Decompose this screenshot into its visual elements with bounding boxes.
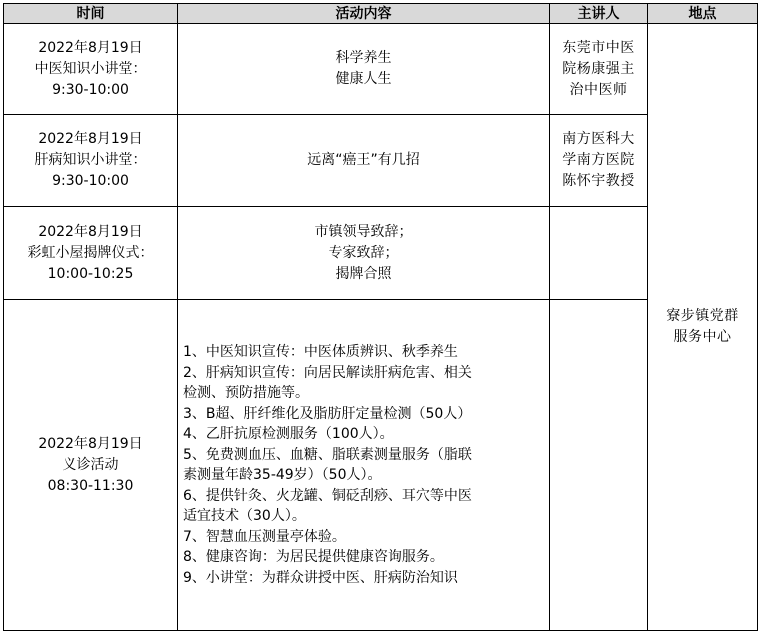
list-item: 9、小讲堂：为群众讲授中医、肝病防治知识 xyxy=(183,569,458,586)
speaker-cell xyxy=(550,115,648,207)
table-row xyxy=(4,24,758,115)
header-content: 活动内容 xyxy=(178,4,550,24)
time-date: 2022年8月19日 xyxy=(38,39,143,56)
speaker-line: 学南方医院 xyxy=(562,152,635,168)
content-line: 远离“癌王”有几招 xyxy=(307,152,420,168)
content-list-cell xyxy=(178,300,550,631)
list-item: 2、肝病知识宣传：向居民解读肝病危害、相关 xyxy=(183,364,472,381)
header-location: 地点 xyxy=(648,4,758,24)
time-event: 中医知识小讲堂： xyxy=(34,60,147,77)
content-line: 市镇领导致辞； xyxy=(314,223,413,240)
time-event: 彩虹小屋揭牌仪式： xyxy=(27,244,154,261)
list-item: 3、B超、肝纤维化及脂肪肝定量检测（50人） xyxy=(183,405,472,422)
speaker-line: 东莞市中医 xyxy=(562,39,635,56)
speaker-cell-empty xyxy=(550,300,648,631)
speaker-line: 院杨康强主 xyxy=(562,60,635,77)
time-range: 08:30-11:30 xyxy=(47,477,134,494)
time-date: 2022年8月19日 xyxy=(38,223,143,240)
header-speaker: 主讲人 xyxy=(550,4,648,24)
content-cell xyxy=(178,115,550,207)
table-row xyxy=(4,115,758,207)
header-row xyxy=(4,4,758,24)
list-item: 5、免费测血压、血糖、脂联素测量服务（脂联 xyxy=(183,446,472,463)
time-range: 9:30-10:00 xyxy=(52,81,129,98)
speaker-line: 南方医科大 xyxy=(562,131,635,147)
list-item: 适宜技术（30人）。 xyxy=(183,508,306,524)
list-item: 7、智慧血压测量亭体验。 xyxy=(183,528,346,545)
list-item: 4、乙肝抗原检测服务（100人）。 xyxy=(183,426,394,442)
list-item: 6、提供针灸、火龙罐、铜砭刮痧、耳穴等中医 xyxy=(183,487,472,504)
time-cell xyxy=(4,24,178,115)
content-line: 专家致辞； xyxy=(328,244,399,261)
time-cell xyxy=(4,207,178,300)
content-line: 揭牌合照 xyxy=(335,265,392,282)
content-cell xyxy=(178,24,550,115)
list-item: 8、健康咨询：为居民提供健康咨询服务。 xyxy=(183,549,444,565)
speaker-line: 陈怀宇教授 xyxy=(562,173,635,189)
time-event: 义诊活动 xyxy=(62,456,119,473)
activity-schedule-table xyxy=(3,3,758,631)
speaker-cell xyxy=(550,24,648,115)
speaker-line: 治中医师 xyxy=(569,81,628,98)
time-cell xyxy=(4,115,178,207)
header-time: 时间 xyxy=(4,4,178,24)
content-cell xyxy=(178,207,550,300)
table-row xyxy=(4,207,758,300)
time-cell xyxy=(4,300,178,631)
speaker-cell-empty xyxy=(550,207,648,300)
time-range: 9:30-10:00 xyxy=(52,173,129,189)
list-item: 素测量年龄35-49岁）（50人）。 xyxy=(183,467,382,483)
location-line: 寮步镇党群 xyxy=(666,308,739,324)
list-item: 检测、预防措施等。 xyxy=(183,385,309,401)
time-date: 2022年8月19日 xyxy=(38,131,143,147)
content-line: 科学养生 xyxy=(335,50,392,66)
time-range: 10:00-10:25 xyxy=(47,265,134,282)
location-cell xyxy=(648,24,758,631)
list-item: 1、中医知识宣传：中医体质辨识、秋季养生 xyxy=(183,344,458,360)
time-event: 肝病知识小讲堂： xyxy=(34,152,147,168)
location-line: 服务中心 xyxy=(673,329,732,345)
content-line: 健康人生 xyxy=(335,71,392,87)
time-date: 2022年8月19日 xyxy=(38,435,143,452)
table-row xyxy=(4,300,758,631)
